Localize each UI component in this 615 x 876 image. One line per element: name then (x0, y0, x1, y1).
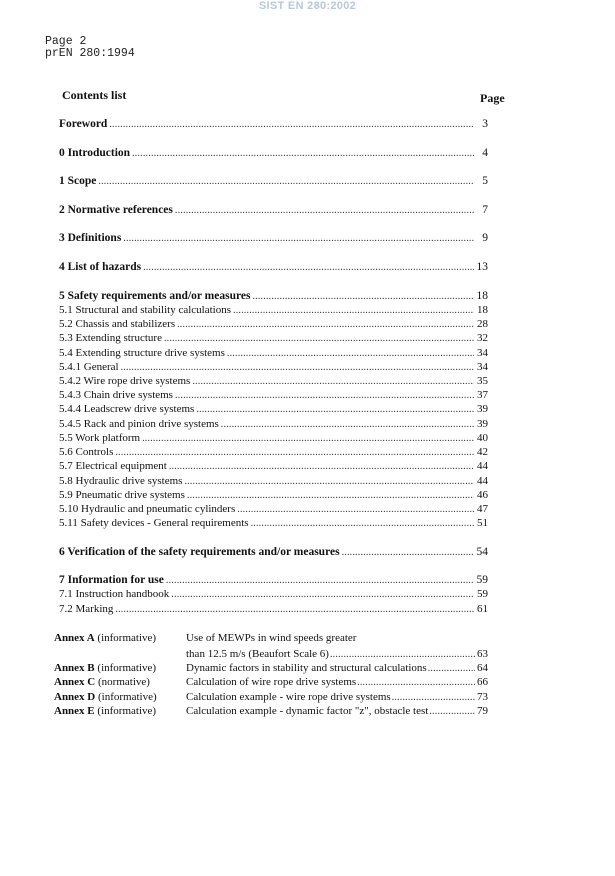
toc-entry[interactable]: 5.11 Safety devices - General requirements ..... 51 (59, 517, 488, 530)
annex-entry[interactable]: Annex E (informative) Calculation example - dynamic factor "z", obstacle test ..... 79 (54, 705, 488, 718)
toc-entry[interactable]: 5.2 Chassis and stabilizers ..... 28 (59, 318, 488, 331)
toc-entry[interactable]: 7 Information for use ..... 59 (59, 574, 488, 587)
toc-entry[interactable]: 5 Safety requirements and/or measures ..... 18 (59, 290, 488, 303)
toc-entry[interactable]: 2 Normative references ..... 7 (59, 204, 488, 217)
annex-entry[interactable]: Annex C (normative) Calculation of wire rope drive systems ..... 66 (54, 676, 488, 689)
toc-entry[interactable]: 0 Introduction ..... 4 (59, 147, 488, 160)
toc-entry[interactable]: 5.7 Electrical equipment ..... 44 (59, 460, 488, 473)
toc-entry[interactable]: 5.9 Pneumatic drive systems ..... 46 (59, 489, 488, 502)
page-column-heading: Page (480, 91, 505, 105)
toc-entry[interactable]: 5.8 Hydraulic drive systems ..... 44 (59, 475, 488, 488)
annex-entry[interactable]: Annex D (informative) Calculation example - wire rope drive systems ..... 73 (54, 691, 488, 704)
toc-entry[interactable]: 7.2 Marking ..... 61 (59, 603, 488, 616)
toc-entry[interactable]: 7.1 Instruction handbook ..... 59 (59, 588, 488, 601)
document-id: prEN 280:1994 (45, 47, 135, 60)
toc-entry[interactable]: 3 Definitions ..... 9 (59, 232, 488, 245)
toc-entry[interactable]: Foreword ..... 3 (59, 118, 488, 131)
page-number: Page 2 (45, 35, 87, 48)
toc-entry[interactable]: 5.4.4 Leadscrew drive systems ..... 39 (59, 403, 488, 416)
toc-entry[interactable]: 5.4.1 General ..... 34 (59, 361, 488, 374)
annex-entry-continuation[interactable]: than 12.5 m/s (Beaufort Scale 6) ..... 63 (54, 648, 488, 661)
toc-entry[interactable]: 5.4.3 Chain drive systems ..... 37 (59, 389, 488, 402)
annex-entry[interactable]: Annex A (informative) Use of MEWPs in wind speeds greater (54, 632, 357, 644)
toc-entry[interactable]: 5.3 Extending structure ..... 32 (59, 332, 488, 345)
toc-entry[interactable]: 5.10 Hydraulic and pneumatic cylinders ..... 47 (59, 503, 488, 516)
watermark: SIST EN 280:2002 (258, 0, 357, 12)
annex-entry[interactable]: Annex B (informative) Dynamic factors in stability and structural calculations ..... 64 (54, 662, 488, 675)
toc-entry[interactable]: 5.1 Structural and stability calculations ..... 18 (59, 304, 488, 317)
page-header (45, 36, 135, 60)
toc-entry[interactable]: 5.5 Work platform ..... 40 (59, 432, 488, 445)
toc-entry[interactable]: 4 List of hazards ..... 13 (59, 261, 488, 274)
toc-entry[interactable]: 5.4.5 Rack and pinion drive systems ..... 39 (59, 418, 488, 431)
toc-entry[interactable]: 5.6 Controls ..... 42 (59, 446, 488, 459)
toc-entry[interactable]: 1 Scope ..... 5 (59, 175, 488, 188)
toc-entry[interactable]: 5.4 Extending structure drive systems ..... 34 (59, 347, 488, 360)
contents-title: Contents list (62, 88, 127, 102)
toc-entry[interactable]: 6 Verification of the safety requirements and/or measures ..... 54 (59, 546, 488, 559)
toc-entry[interactable]: 5.4.2 Wire rope drive systems ..... 35 (59, 375, 488, 388)
